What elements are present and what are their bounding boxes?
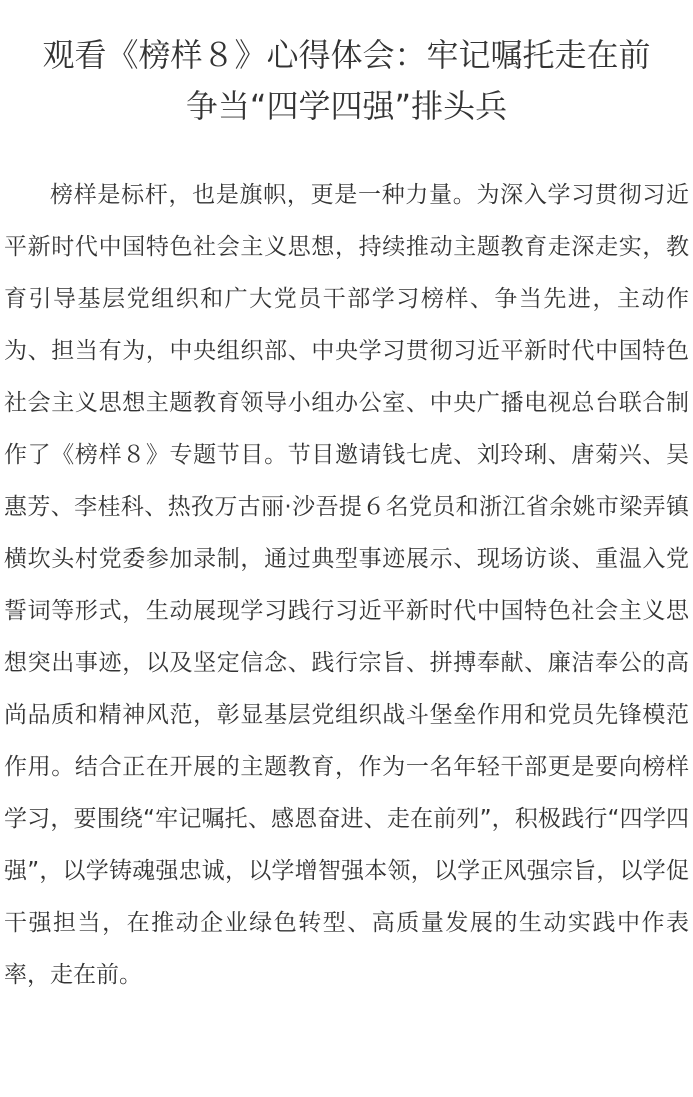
article-title-line-2: 争当“四学四强”排头兵 — [185, 87, 508, 125]
article-body-paragraph: 榜样是标杆，也是旗帜，更是一种力量。为深入学习贯彻习近平新时代中国特色社会主义思想，持续推动主题教育走深走实，教育引导基层党组织和广大党员干部学习榜样、争当先进，主动作为、担当有为，中央组织部、中央学习贯彻习近平新时代中国特色社会主义思想主题教育领导小组办公室、中央广播电视总台联合制作了《榜样８》专题节目。节目邀请钱七虎、刘玲琍、唐菊兴、吴惠芳、李桂科、热孜万古丽·沙吾提６名党员和浙江省余姚市梁弄镇横坎头村党委参加录制，通过典型事迹展示、现场访谈、重温入党誓词等形式，生动展现学习践行习近平新时代中国特色社会主义思想突出事迹，以及坚定信念、践行宗旨、拼搏奉献、廉洁奉公的高尚品质和精神风范，彰显基层党组织战斗堡垒作用和党员先锋模范作用。结合正在开展的主题教育，作为一名年轻干部更是要向榜样学习，要围绕“牢记嘱托、感恩奋进、走在前列”，积极践行“四学四强”，以学铸魂强忠诚，以学增智强本领，以学正风强宗旨，以学促干强担当，在推动企业绿色转型、高质量发展的生动实践中作表率，走在前。 — [4, 182, 689, 988]
article-title — [4, 0, 689, 132]
article-title-line-1: 观看《榜样８》心得体会：牢记嘱托走在前 — [42, 36, 651, 74]
